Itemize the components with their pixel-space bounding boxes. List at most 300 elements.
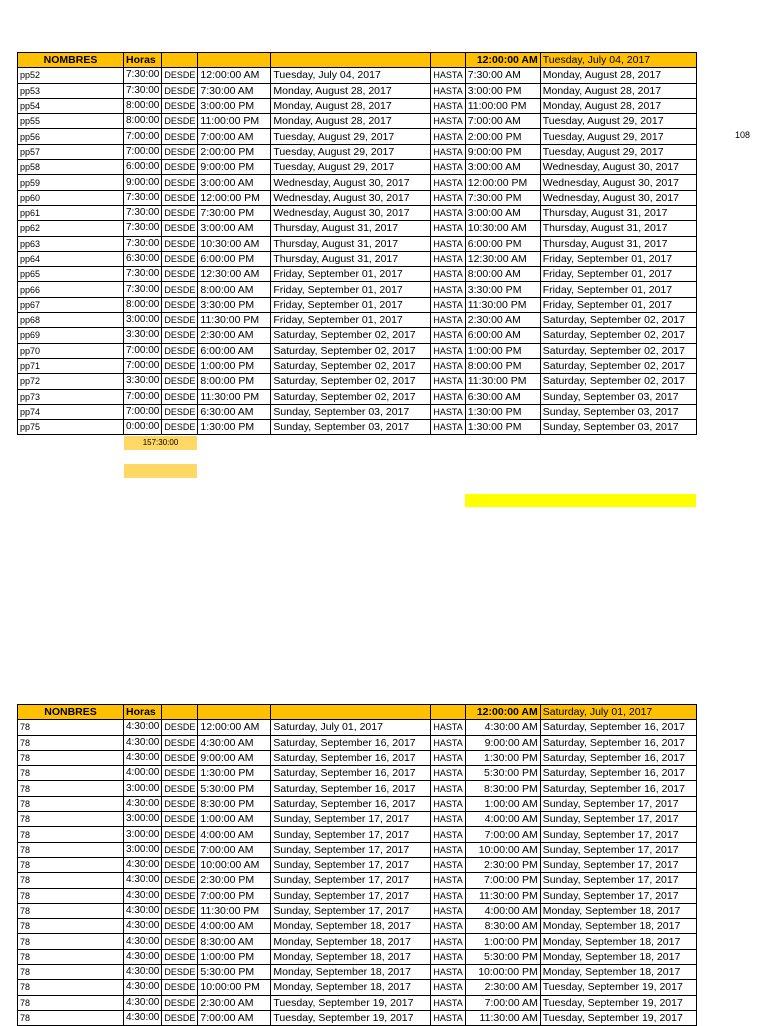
- cell-name[interactable]: pp57: [18, 144, 124, 159]
- cell-start-date[interactable]: Friday, September 01, 2017: [271, 267, 431, 282]
- cell-name[interactable]: pp59: [18, 175, 124, 190]
- cell-hasta[interactable]: HASTA: [431, 98, 465, 113]
- cell-end-time[interactable]: 7:00:00 AM: [465, 114, 540, 129]
- cell-desde[interactable]: DESDE: [162, 374, 198, 389]
- cell-start-date[interactable]: Saturday, September 02, 2017: [271, 328, 431, 343]
- cell-end-time[interactable]: 11:30:00 PM: [465, 888, 540, 903]
- cell-end-time[interactable]: 4:00:00 AM: [465, 812, 540, 827]
- cell-end-date[interactable]: Tuesday, August 29, 2017: [540, 129, 696, 144]
- cell-end-time[interactable]: 2:00:00 PM: [465, 129, 540, 144]
- cell-start-time[interactable]: 7:00:00 PM: [198, 888, 271, 903]
- header-nombres[interactable]: NONBRES: [18, 705, 124, 720]
- cell-hours[interactable]: 8:00:00: [124, 114, 162, 129]
- cell-end-time[interactable]: 3:30:00 PM: [465, 282, 540, 297]
- cell-end-time[interactable]: 2:30:00 PM: [465, 857, 540, 872]
- cell-start-time[interactable]: 12:00:00 AM: [198, 68, 271, 83]
- cell-desde[interactable]: DESDE: [162, 766, 198, 781]
- cell-desde[interactable]: DESDE: [162, 160, 198, 175]
- cell-end-time[interactable]: 10:30:00 AM: [465, 221, 540, 236]
- cell-desde[interactable]: DESDE: [162, 114, 198, 129]
- cell-start-time[interactable]: 7:00:00 AM: [198, 1010, 271, 1025]
- cell-start-date[interactable]: Saturday, September 02, 2017: [271, 343, 431, 358]
- header-start-date[interactable]: Tuesday, July 04, 2017: [540, 53, 696, 68]
- cell-hours[interactable]: 4:30:00: [124, 965, 162, 980]
- cell-start-time[interactable]: 7:00:00 AM: [198, 129, 271, 144]
- cell-hasta[interactable]: HASTA: [431, 949, 465, 964]
- cell-hasta[interactable]: HASTA: [431, 328, 465, 343]
- cell-name[interactable]: pp70: [18, 343, 124, 358]
- cell-end-date[interactable]: Saturday, September 02, 2017: [540, 328, 696, 343]
- cell-start-time[interactable]: 8:00:00 PM: [198, 374, 271, 389]
- cell-start-date[interactable]: Tuesday, September 19, 2017: [271, 995, 431, 1010]
- cell-start-date[interactable]: Sunday, September 17, 2017: [271, 857, 431, 872]
- cell-start-time[interactable]: 12:00:00 AM: [198, 720, 271, 735]
- cell-end-date[interactable]: Saturday, September 02, 2017: [540, 374, 696, 389]
- cell-name[interactable]: pp58: [18, 160, 124, 175]
- cell-hasta[interactable]: HASTA: [431, 827, 465, 842]
- cell-hours[interactable]: 8:00:00: [124, 98, 162, 113]
- cell-end-date[interactable]: Monday, August 28, 2017: [540, 98, 696, 113]
- cell-start-time[interactable]: 3:00:00 AM: [198, 175, 271, 190]
- cell-name[interactable]: pp55: [18, 114, 124, 129]
- cell-desde[interactable]: DESDE: [162, 358, 198, 373]
- cell-start-time[interactable]: 6:00:00 PM: [198, 251, 271, 266]
- cell-end-date[interactable]: Friday, September 01, 2017: [540, 267, 696, 282]
- cell-name[interactable]: 78: [18, 995, 124, 1010]
- cell-end-date[interactable]: Friday, September 01, 2017: [540, 251, 696, 266]
- cell-hasta[interactable]: HASTA: [431, 313, 465, 328]
- header-nombres[interactable]: NOMBRES: [18, 53, 124, 68]
- cell-end-date[interactable]: Sunday, September 17, 2017: [540, 888, 696, 903]
- cell-name[interactable]: pp61: [18, 205, 124, 220]
- cell-name[interactable]: 78: [18, 735, 124, 750]
- cell-hasta[interactable]: HASTA: [431, 750, 465, 765]
- cell-name[interactable]: 78: [18, 965, 124, 980]
- cell-end-time[interactable]: 2:30:00 AM: [465, 980, 540, 995]
- cell-start-time[interactable]: 2:30:00 AM: [198, 995, 271, 1010]
- cell-start-time[interactable]: 7:00:00 AM: [198, 842, 271, 857]
- cell-start-date[interactable]: Friday, September 01, 2017: [271, 313, 431, 328]
- cell-start-date[interactable]: Friday, September 01, 2017: [271, 282, 431, 297]
- cell-start-time[interactable]: 10:00:00 PM: [198, 980, 271, 995]
- cell-desde[interactable]: DESDE: [162, 221, 198, 236]
- cell-hours[interactable]: 4:30:00: [124, 857, 162, 872]
- cell-hours[interactable]: 7:00:00: [124, 343, 162, 358]
- cell-start-date[interactable]: Tuesday, August 29, 2017: [271, 160, 431, 175]
- cell-start-time[interactable]: 8:30:00 AM: [198, 934, 271, 949]
- cell-end-time[interactable]: 11:30:00 PM: [465, 297, 540, 312]
- cell-end-time[interactable]: 7:00:00 PM: [465, 873, 540, 888]
- cell-end-time[interactable]: 12:30:00 AM: [465, 251, 540, 266]
- cell-desde[interactable]: DESDE: [162, 68, 198, 83]
- cell-hours[interactable]: 3:00:00: [124, 827, 162, 842]
- cell-end-time[interactable]: 3:00:00 AM: [465, 205, 540, 220]
- cell-desde[interactable]: DESDE: [162, 297, 198, 312]
- cell-desde[interactable]: DESDE: [162, 903, 198, 918]
- cell-start-date[interactable]: Monday, September 18, 2017: [271, 934, 431, 949]
- cell-start-date[interactable]: Monday, August 28, 2017: [271, 83, 431, 98]
- cell-name[interactable]: 78: [18, 750, 124, 765]
- cell-desde[interactable]: DESDE: [162, 750, 198, 765]
- cell-hasta[interactable]: HASTA: [431, 781, 465, 796]
- cell-end-date[interactable]: Saturday, September 02, 2017: [540, 358, 696, 373]
- header-horas[interactable]: Horas: [124, 705, 162, 720]
- cell-end-date[interactable]: Saturday, September 16, 2017: [540, 781, 696, 796]
- cell-start-time[interactable]: 8:30:00 PM: [198, 796, 271, 811]
- header-empty-cell[interactable]: [271, 53, 431, 68]
- cell-start-time[interactable]: 10:30:00 AM: [198, 236, 271, 251]
- cell-hours[interactable]: 4:00:00: [124, 766, 162, 781]
- cell-name[interactable]: 78: [18, 919, 124, 934]
- cell-end-time[interactable]: 7:00:00 AM: [465, 827, 540, 842]
- cell-desde[interactable]: DESDE: [162, 720, 198, 735]
- cell-end-time[interactable]: 1:00:00 PM: [465, 343, 540, 358]
- cell-end-date[interactable]: Tuesday, September 19, 2017: [540, 995, 696, 1010]
- cell-start-time[interactable]: 1:30:00 PM: [198, 420, 271, 435]
- cell-end-time[interactable]: 5:30:00 PM: [465, 949, 540, 964]
- cell-end-date[interactable]: Wednesday, August 30, 2017: [540, 160, 696, 175]
- cell-start-time[interactable]: 7:30:00 PM: [198, 205, 271, 220]
- cell-name[interactable]: pp64: [18, 251, 124, 266]
- cell-name[interactable]: pp65: [18, 267, 124, 282]
- cell-name[interactable]: 78: [18, 949, 124, 964]
- cell-name[interactable]: pp69: [18, 328, 124, 343]
- cell-hours[interactable]: 7:00:00: [124, 144, 162, 159]
- cell-end-date[interactable]: Sunday, September 17, 2017: [540, 812, 696, 827]
- cell-end-time[interactable]: 11:00:00 PM: [465, 98, 540, 113]
- cell-hasta[interactable]: HASTA: [431, 68, 465, 83]
- cell-end-date[interactable]: Monday, September 18, 2017: [540, 934, 696, 949]
- cell-hours[interactable]: 4:30:00: [124, 873, 162, 888]
- cell-start-date[interactable]: Saturday, September 16, 2017: [271, 750, 431, 765]
- header-empty-cell[interactable]: [431, 53, 465, 68]
- cell-start-time[interactable]: 9:00:00 AM: [198, 750, 271, 765]
- cell-hours[interactable]: 4:30:00: [124, 720, 162, 735]
- cell-end-date[interactable]: Wednesday, August 30, 2017: [540, 190, 696, 205]
- cell-hasta[interactable]: HASTA: [431, 221, 465, 236]
- header-empty-cell[interactable]: [162, 705, 198, 720]
- cell-start-date[interactable]: Sunday, September 17, 2017: [271, 888, 431, 903]
- cell-desde[interactable]: DESDE: [162, 236, 198, 251]
- cell-hours[interactable]: 7:30:00: [124, 68, 162, 83]
- cell-name[interactable]: 78: [18, 873, 124, 888]
- cell-hasta[interactable]: HASTA: [431, 919, 465, 934]
- cell-end-date[interactable]: Thursday, August 31, 2017: [540, 236, 696, 251]
- cell-end-date[interactable]: Tuesday, August 29, 2017: [540, 114, 696, 129]
- cell-start-time[interactable]: 3:00:00 PM: [198, 98, 271, 113]
- cell-end-date[interactable]: Sunday, September 17, 2017: [540, 857, 696, 872]
- cell-end-date[interactable]: Tuesday, September 19, 2017: [540, 980, 696, 995]
- cell-end-date[interactable]: Monday, September 18, 2017: [540, 903, 696, 918]
- cell-start-time[interactable]: 1:00:00 AM: [198, 812, 271, 827]
- cell-end-date[interactable]: Monday, August 28, 2017: [540, 83, 696, 98]
- cell-name[interactable]: pp54: [18, 98, 124, 113]
- header-empty-cell[interactable]: [198, 53, 271, 68]
- cell-end-date[interactable]: Saturday, September 02, 2017: [540, 313, 696, 328]
- cell-end-time[interactable]: 8:00:00 PM: [465, 358, 540, 373]
- cell-hours[interactable]: 7:30:00: [124, 282, 162, 297]
- cell-hours[interactable]: 3:00:00: [124, 842, 162, 857]
- cell-hours[interactable]: 6:30:00: [124, 251, 162, 266]
- cell-end-time[interactable]: 7:30:00 PM: [465, 190, 540, 205]
- cell-name[interactable]: 78: [18, 842, 124, 857]
- cell-name[interactable]: 78: [18, 888, 124, 903]
- header-start-time[interactable]: 12:00:00 AM: [465, 53, 540, 68]
- cell-end-time[interactable]: 7:00:00 AM: [465, 995, 540, 1010]
- highlighted-empty-cell[interactable]: [124, 464, 197, 478]
- cell-hours[interactable]: 4:30:00: [124, 903, 162, 918]
- cell-name[interactable]: 78: [18, 857, 124, 872]
- cell-desde[interactable]: DESDE: [162, 205, 198, 220]
- cell-name[interactable]: pp71: [18, 358, 124, 373]
- cell-end-time[interactable]: 2:30:00 AM: [465, 313, 540, 328]
- cell-desde[interactable]: DESDE: [162, 389, 198, 404]
- cell-hours[interactable]: 4:30:00: [124, 980, 162, 995]
- cell-end-date[interactable]: Tuesday, August 29, 2017: [540, 144, 696, 159]
- cell-end-date[interactable]: Saturday, September 02, 2017: [540, 343, 696, 358]
- cell-end-time[interactable]: 11:30:00 PM: [465, 374, 540, 389]
- cell-hasta[interactable]: HASTA: [431, 404, 465, 419]
- cell-hasta[interactable]: HASTA: [431, 282, 465, 297]
- cell-hasta[interactable]: HASTA: [431, 1010, 465, 1025]
- cell-end-time[interactable]: 10:00:00 AM: [465, 842, 540, 857]
- cell-start-date[interactable]: Tuesday, August 29, 2017: [271, 129, 431, 144]
- cell-start-date[interactable]: Thursday, August 31, 2017: [271, 236, 431, 251]
- cell-start-date[interactable]: Friday, September 01, 2017: [271, 297, 431, 312]
- cell-hours[interactable]: 6:00:00: [124, 160, 162, 175]
- cell-start-time[interactable]: 1:00:00 PM: [198, 949, 271, 964]
- cell-desde[interactable]: DESDE: [162, 404, 198, 419]
- cell-end-time[interactable]: 6:30:00 AM: [465, 389, 540, 404]
- cell-end-time[interactable]: 8:30:00 AM: [465, 919, 540, 934]
- cell-start-time[interactable]: 4:00:00 AM: [198, 919, 271, 934]
- cell-name[interactable]: 78: [18, 827, 124, 842]
- cell-desde[interactable]: DESDE: [162, 343, 198, 358]
- cell-start-date[interactable]: Saturday, July 01, 2017: [271, 720, 431, 735]
- cell-hours[interactable]: 7:30:00: [124, 267, 162, 282]
- cell-start-time[interactable]: 8:00:00 AM: [198, 282, 271, 297]
- cell-hours[interactable]: 3:00:00: [124, 812, 162, 827]
- cell-start-time[interactable]: 6:00:00 AM: [198, 343, 271, 358]
- cell-end-time[interactable]: 1:30:00 PM: [465, 420, 540, 435]
- cell-start-date[interactable]: Thursday, August 31, 2017: [271, 221, 431, 236]
- cell-end-date[interactable]: Monday, August 28, 2017: [540, 68, 696, 83]
- cell-name[interactable]: pp67: [18, 297, 124, 312]
- cell-hasta[interactable]: HASTA: [431, 934, 465, 949]
- header-empty-cell[interactable]: [431, 705, 465, 720]
- cell-name[interactable]: 78: [18, 781, 124, 796]
- cell-start-time[interactable]: 9:00:00 PM: [198, 160, 271, 175]
- cell-name[interactable]: 78: [18, 934, 124, 949]
- cell-hasta[interactable]: HASTA: [431, 766, 465, 781]
- cell-name[interactable]: 78: [18, 766, 124, 781]
- cell-hasta[interactable]: HASTA: [431, 735, 465, 750]
- cell-end-date[interactable]: Wednesday, August 30, 2017: [540, 175, 696, 190]
- cell-start-time[interactable]: 5:30:00 PM: [198, 781, 271, 796]
- cell-desde[interactable]: DESDE: [162, 129, 198, 144]
- cell-desde[interactable]: DESDE: [162, 328, 198, 343]
- cell-end-time[interactable]: 1:00:00 PM: [465, 934, 540, 949]
- cell-start-time[interactable]: 11:30:00 PM: [198, 389, 271, 404]
- cell-hasta[interactable]: HASTA: [431, 995, 465, 1010]
- cell-hours[interactable]: 4:30:00: [124, 750, 162, 765]
- cell-start-time[interactable]: 11:30:00 PM: [198, 903, 271, 918]
- cell-hours[interactable]: 7:30:00: [124, 221, 162, 236]
- cell-start-time[interactable]: 4:30:00 AM: [198, 735, 271, 750]
- cell-start-date[interactable]: Saturday, September 02, 2017: [271, 374, 431, 389]
- cell-desde[interactable]: DESDE: [162, 980, 198, 995]
- cell-hasta[interactable]: HASTA: [431, 175, 465, 190]
- cell-name[interactable]: 78: [18, 980, 124, 995]
- cell-name[interactable]: pp68: [18, 313, 124, 328]
- cell-name[interactable]: pp56: [18, 129, 124, 144]
- cell-start-time[interactable]: 2:30:00 PM: [198, 873, 271, 888]
- header-empty-cell[interactable]: [198, 705, 271, 720]
- cell-end-time[interactable]: 8:30:00 PM: [465, 781, 540, 796]
- cell-end-date[interactable]: Sunday, September 17, 2017: [540, 796, 696, 811]
- cell-desde[interactable]: DESDE: [162, 313, 198, 328]
- cell-hasta[interactable]: HASTA: [431, 144, 465, 159]
- cell-end-time[interactable]: 9:00:00 AM: [465, 735, 540, 750]
- cell-start-time[interactable]: 3:30:00 PM: [198, 297, 271, 312]
- cell-start-time[interactable]: 11:30:00 PM: [198, 313, 271, 328]
- cell-end-time[interactable]: 4:00:00 AM: [465, 903, 540, 918]
- cell-hours[interactable]: 3:00:00: [124, 313, 162, 328]
- cell-hours[interactable]: 4:30:00: [124, 1010, 162, 1025]
- cell-end-time[interactable]: 4:30:00 AM: [465, 720, 540, 735]
- cell-name[interactable]: pp74: [18, 404, 124, 419]
- header-start-time[interactable]: 12:00:00 AM: [465, 705, 540, 720]
- cell-name[interactable]: pp75: [18, 420, 124, 435]
- header-empty-cell[interactable]: [271, 705, 431, 720]
- cell-end-time[interactable]: 3:00:00 AM: [465, 160, 540, 175]
- cell-start-date[interactable]: Saturday, September 02, 2017: [271, 358, 431, 373]
- cell-end-time[interactable]: 11:30:00 AM: [465, 1010, 540, 1025]
- highlighted-empty-range[interactable]: [465, 494, 696, 507]
- cell-hasta[interactable]: HASTA: [431, 297, 465, 312]
- cell-hours[interactable]: 4:30:00: [124, 934, 162, 949]
- cell-desde[interactable]: DESDE: [162, 282, 198, 297]
- cell-start-date[interactable]: Wednesday, August 30, 2017: [271, 175, 431, 190]
- cell-desde[interactable]: DESDE: [162, 420, 198, 435]
- cell-end-date[interactable]: Friday, September 01, 2017: [540, 297, 696, 312]
- cell-hours[interactable]: 4:30:00: [124, 888, 162, 903]
- cell-start-date[interactable]: Saturday, September 02, 2017: [271, 389, 431, 404]
- cell-start-date[interactable]: Saturday, September 16, 2017: [271, 781, 431, 796]
- cell-start-date[interactable]: Wednesday, August 30, 2017: [271, 205, 431, 220]
- cell-start-time[interactable]: 12:30:00 AM: [198, 267, 271, 282]
- cell-hasta[interactable]: HASTA: [431, 267, 465, 282]
- cell-end-date[interactable]: Saturday, September 16, 2017: [540, 750, 696, 765]
- cell-desde[interactable]: DESDE: [162, 812, 198, 827]
- cell-hasta[interactable]: HASTA: [431, 965, 465, 980]
- cell-name[interactable]: 78: [18, 796, 124, 811]
- cell-desde[interactable]: DESDE: [162, 827, 198, 842]
- cell-desde[interactable]: DESDE: [162, 796, 198, 811]
- cell-desde[interactable]: DESDE: [162, 98, 198, 113]
- cell-start-time[interactable]: 1:30:00 PM: [198, 766, 271, 781]
- cell-name[interactable]: 78: [18, 903, 124, 918]
- cell-hours[interactable]: 7:00:00: [124, 358, 162, 373]
- cell-end-date[interactable]: Saturday, September 16, 2017: [540, 766, 696, 781]
- cell-desde[interactable]: DESDE: [162, 842, 198, 857]
- cell-hasta[interactable]: HASTA: [431, 251, 465, 266]
- cell-hasta[interactable]: HASTA: [431, 205, 465, 220]
- cell-hours[interactable]: 8:00:00: [124, 297, 162, 312]
- cell-start-date[interactable]: Sunday, September 03, 2017: [271, 420, 431, 435]
- cell-start-time[interactable]: 10:00:00 AM: [198, 857, 271, 872]
- cell-start-time[interactable]: 4:00:00 AM: [198, 827, 271, 842]
- cell-name[interactable]: pp63: [18, 236, 124, 251]
- cell-name[interactable]: 78: [18, 812, 124, 827]
- cell-end-time[interactable]: 1:30:00 PM: [465, 750, 540, 765]
- cell-hasta[interactable]: HASTA: [431, 420, 465, 435]
- cell-desde[interactable]: DESDE: [162, 873, 198, 888]
- cell-start-date[interactable]: Monday, September 18, 2017: [271, 949, 431, 964]
- cell-hasta[interactable]: HASTA: [431, 129, 465, 144]
- cell-hours[interactable]: 9:00:00: [124, 175, 162, 190]
- header-empty-cell[interactable]: [162, 53, 198, 68]
- cell-end-date[interactable]: Sunday, September 17, 2017: [540, 842, 696, 857]
- cell-start-date[interactable]: Monday, September 18, 2017: [271, 919, 431, 934]
- cell-end-date[interactable]: Sunday, September 03, 2017: [540, 420, 696, 435]
- cell-hours[interactable]: 3:30:00: [124, 374, 162, 389]
- cell-name[interactable]: pp73: [18, 389, 124, 404]
- cell-hasta[interactable]: HASTA: [431, 903, 465, 918]
- cell-desde[interactable]: DESDE: [162, 190, 198, 205]
- cell-start-time[interactable]: 12:00:00 PM: [198, 190, 271, 205]
- cell-name[interactable]: pp62: [18, 221, 124, 236]
- cell-hours[interactable]: 0:00:00: [124, 420, 162, 435]
- cell-end-time[interactable]: 1:00:00 AM: [465, 796, 540, 811]
- cell-hasta[interactable]: HASTA: [431, 190, 465, 205]
- cell-desde[interactable]: DESDE: [162, 251, 198, 266]
- cell-start-time[interactable]: 2:30:00 AM: [198, 328, 271, 343]
- cell-end-time[interactable]: 5:30:00 PM: [465, 766, 540, 781]
- cell-hasta[interactable]: HASTA: [431, 83, 465, 98]
- cell-start-date[interactable]: Monday, September 18, 2017: [271, 965, 431, 980]
- cell-end-time[interactable]: 8:00:00 AM: [465, 267, 540, 282]
- cell-hasta[interactable]: HASTA: [431, 888, 465, 903]
- cell-start-date[interactable]: Sunday, September 17, 2017: [271, 842, 431, 857]
- cell-desde[interactable]: DESDE: [162, 144, 198, 159]
- cell-desde[interactable]: DESDE: [162, 857, 198, 872]
- cell-name[interactable]: 78: [18, 1010, 124, 1025]
- cell-name[interactable]: pp60: [18, 190, 124, 205]
- cell-end-date[interactable]: Thursday, August 31, 2017: [540, 221, 696, 236]
- cell-hasta[interactable]: HASTA: [431, 160, 465, 175]
- cell-hasta[interactable]: HASTA: [431, 343, 465, 358]
- cell-hours[interactable]: 4:30:00: [124, 796, 162, 811]
- cell-hours[interactable]: 7:00:00: [124, 129, 162, 144]
- cell-start-date[interactable]: Sunday, September 17, 2017: [271, 812, 431, 827]
- cell-hasta[interactable]: HASTA: [431, 114, 465, 129]
- cell-hours[interactable]: 4:30:00: [124, 995, 162, 1010]
- cell-end-date[interactable]: Saturday, September 16, 2017: [540, 720, 696, 735]
- cell-start-date[interactable]: Sunday, September 17, 2017: [271, 827, 431, 842]
- cell-hasta[interactable]: HASTA: [431, 236, 465, 251]
- cell-hours[interactable]: 7:30:00: [124, 83, 162, 98]
- cell-end-date[interactable]: Sunday, September 17, 2017: [540, 873, 696, 888]
- cell-start-time[interactable]: 3:00:00 AM: [198, 221, 271, 236]
- cell-end-date[interactable]: Sunday, September 03, 2017: [540, 389, 696, 404]
- cell-hours[interactable]: 7:00:00: [124, 389, 162, 404]
- cell-hasta[interactable]: HASTA: [431, 796, 465, 811]
- header-horas[interactable]: Horas: [124, 53, 162, 68]
- cell-end-date[interactable]: Saturday, September 16, 2017: [540, 735, 696, 750]
- cell-hasta[interactable]: HASTA: [431, 389, 465, 404]
- cell-start-time[interactable]: 11:00:00 PM: [198, 114, 271, 129]
